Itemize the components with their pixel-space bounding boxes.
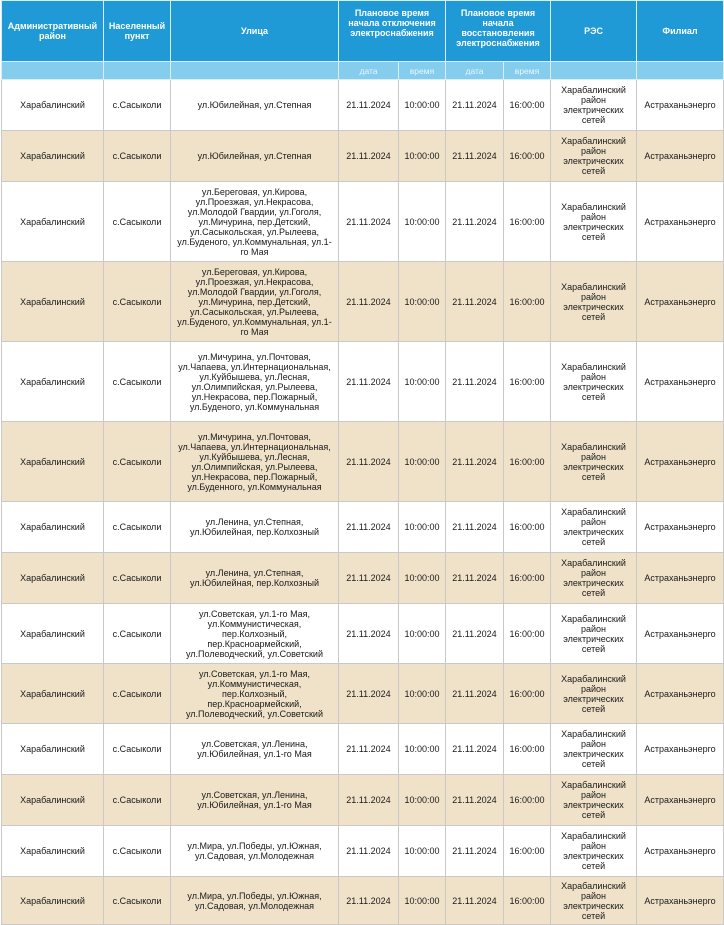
cell-on-time: 16:00:00 (504, 502, 551, 553)
cell-street: ул.Мира, ул.Победы, ул.Южная, ул.Садовая, ул.Молодежная (171, 877, 339, 925)
subheader-empty (2, 62, 104, 80)
header-off-start: Плановое время начала отключения электроснабжения (339, 1, 446, 62)
cell-off-time: 10:00:00 (399, 877, 446, 925)
table-row (2, 775, 724, 826)
cell-district: Харабалинский (2, 80, 104, 131)
cell-res: Харабалинский район электрических сетей (551, 262, 637, 342)
table-row (2, 262, 724, 342)
cell-on-time: 16:00:00 (504, 724, 551, 775)
cell-off-time: 10:00:00 (399, 604, 446, 664)
cell-locality: с.Сасыколи (104, 664, 171, 724)
table-body (2, 80, 724, 925)
cell-off-time: 10:00:00 (399, 131, 446, 182)
cell-locality: с.Сасыколи (104, 826, 171, 877)
cell-on-date: 21.11.2024 (446, 664, 504, 724)
cell-street: ул.Советская, ул.1-го Мая, ул.Коммунистическая, пер.Колхозный, пер.Красноармейский, ул.Полеводческий, ул.Советский (171, 604, 339, 664)
cell-branch: Астраханьэнерго (637, 342, 724, 422)
cell-res: Харабалинский район электрических сетей (551, 826, 637, 877)
cell-branch: Астраханьэнерго (637, 422, 724, 502)
cell-on-time: 16:00:00 (504, 80, 551, 131)
cell-off-date: 21.11.2024 (339, 502, 399, 553)
cell-district: Харабалинский (2, 664, 104, 724)
cell-branch: Астраханьэнерго (637, 877, 724, 925)
cell-branch: Астраханьэнерго (637, 724, 724, 775)
cell-street: ул.Ленина, ул.Степная, ул.Юбилейная, пер.Колхозный (171, 553, 339, 604)
table-row (2, 826, 724, 877)
cell-res: Харабалинский район электрических сетей (551, 724, 637, 775)
cell-locality: с.Сасыколи (104, 131, 171, 182)
cell-on-date: 21.11.2024 (446, 604, 504, 664)
cell-off-date: 21.11.2024 (339, 775, 399, 826)
cell-res: Харабалинский район электрических сетей (551, 80, 637, 131)
cell-off-date: 21.11.2024 (339, 80, 399, 131)
cell-res: Харабалинский район электрических сетей (551, 182, 637, 262)
cell-street: ул.Советская, ул.1-го Мая, ул.Коммунистическая, пер.Колхозный, пер.Красноармейский, ул.Полеводческий, ул.Советский (171, 664, 339, 724)
table-row (2, 342, 724, 422)
cell-branch: Астраханьэнерго (637, 553, 724, 604)
cell-res: Харабалинский район электрических сетей (551, 131, 637, 182)
cell-on-time: 16:00:00 (504, 131, 551, 182)
cell-off-date: 21.11.2024 (339, 604, 399, 664)
subheader-empty (104, 62, 171, 80)
cell-locality: с.Сасыколи (104, 724, 171, 775)
cell-off-time: 10:00:00 (399, 422, 446, 502)
cell-on-time: 16:00:00 (504, 775, 551, 826)
cell-on-time: 16:00:00 (504, 604, 551, 664)
cell-res: Харабалинский район электрических сетей (551, 502, 637, 553)
subheader-on-time: время (504, 62, 551, 80)
cell-res: Харабалинский район электрических сетей (551, 604, 637, 664)
cell-off-time: 10:00:00 (399, 502, 446, 553)
cell-on-date: 21.11.2024 (446, 80, 504, 131)
cell-on-time: 16:00:00 (504, 826, 551, 877)
cell-on-date: 21.11.2024 (446, 131, 504, 182)
cell-branch: Астраханьэнерго (637, 262, 724, 342)
cell-on-date: 21.11.2024 (446, 182, 504, 262)
cell-on-date: 21.11.2024 (446, 342, 504, 422)
table-row (2, 604, 724, 664)
cell-off-date: 21.11.2024 (339, 877, 399, 925)
subheader-off-time: время (399, 62, 446, 80)
cell-locality: с.Сасыколи (104, 502, 171, 553)
cell-district: Харабалинский (2, 604, 104, 664)
cell-branch: Астраханьэнерго (637, 502, 724, 553)
cell-off-time: 10:00:00 (399, 182, 446, 262)
cell-off-date: 21.11.2024 (339, 422, 399, 502)
subheader-row (2, 62, 724, 80)
cell-on-time: 16:00:00 (504, 553, 551, 604)
cell-locality: с.Сасыколи (104, 604, 171, 664)
cell-on-date: 21.11.2024 (446, 553, 504, 604)
cell-street: ул.Мира, ул.Победы, ул.Южная, ул.Садовая, ул.Молодежная (171, 826, 339, 877)
cell-district: Харабалинский (2, 877, 104, 925)
header-row (2, 1, 724, 62)
cell-branch: Астраханьэнерго (637, 664, 724, 724)
cell-locality: с.Сасыколи (104, 775, 171, 826)
cell-off-date: 21.11.2024 (339, 131, 399, 182)
cell-on-date: 21.11.2024 (446, 262, 504, 342)
cell-locality: с.Сасыколи (104, 342, 171, 422)
header-res: РЭС (551, 1, 637, 62)
table-row (2, 502, 724, 553)
cell-res: Харабалинский район электрических сетей (551, 775, 637, 826)
cell-branch: Астраханьэнерго (637, 826, 724, 877)
cell-on-date: 21.11.2024 (446, 724, 504, 775)
table-row (2, 664, 724, 724)
subheader-empty (171, 62, 339, 80)
cell-district: Харабалинский (2, 342, 104, 422)
cell-off-time: 10:00:00 (399, 342, 446, 422)
cell-district: Харабалинский (2, 131, 104, 182)
table-row (2, 80, 724, 131)
cell-off-date: 21.11.2024 (339, 724, 399, 775)
cell-on-date: 21.11.2024 (446, 422, 504, 502)
outage-schedule-table (1, 0, 724, 925)
cell-off-time: 10:00:00 (399, 664, 446, 724)
cell-street: ул.Советская, ул.Ленина, ул.Юбилейная, ул.1-го Мая (171, 775, 339, 826)
table-row (2, 131, 724, 182)
cell-branch: Астраханьэнерго (637, 182, 724, 262)
cell-locality: с.Сасыколи (104, 553, 171, 604)
cell-district: Харабалинский (2, 422, 104, 502)
cell-on-date: 21.11.2024 (446, 877, 504, 925)
subheader-on-date: дата (446, 62, 504, 80)
cell-district: Харабалинский (2, 826, 104, 877)
cell-on-date: 21.11.2024 (446, 502, 504, 553)
cell-locality: с.Сасыколи (104, 182, 171, 262)
cell-on-date: 21.11.2024 (446, 775, 504, 826)
cell-res: Харабалинский район электрических сетей (551, 553, 637, 604)
cell-locality: с.Сасыколи (104, 262, 171, 342)
cell-district: Харабалинский (2, 775, 104, 826)
table-row (2, 422, 724, 502)
cell-res: Харабалинский район электрических сетей (551, 342, 637, 422)
cell-off-date: 21.11.2024 (339, 664, 399, 724)
cell-on-time: 16:00:00 (504, 422, 551, 502)
cell-district: Харабалинский (2, 553, 104, 604)
header-locality: Населенный пункт (104, 1, 171, 62)
cell-branch: Астраханьэнерго (637, 604, 724, 664)
cell-street: ул.Береговая, ул.Кирова, ул.Проезжая, ул.Некрасова, ул.Молодой Гвардии, ул.Гоголя, ул.Мичурина, пер.Детский, ул.Сасыкольская, ул.Рылеева, ул.Буденого, ул.Коммунальная, ул.1-го Мая (171, 262, 339, 342)
table-row (2, 182, 724, 262)
cell-street: ул.Ленина, ул.Степная, ул.Юбилейная, пер.Колхозный (171, 502, 339, 553)
cell-on-time: 16:00:00 (504, 877, 551, 925)
table-row (2, 553, 724, 604)
cell-district: Харабалинский (2, 724, 104, 775)
cell-off-time: 10:00:00 (399, 775, 446, 826)
cell-street: ул.Советская, ул.Ленина, ул.Юбилейная, ул.1-го Мая (171, 724, 339, 775)
cell-district: Харабалинский (2, 502, 104, 553)
cell-res: Харабалинский район электрических сетей (551, 422, 637, 502)
cell-on-date: 21.11.2024 (446, 826, 504, 877)
cell-res: Харабалинский район электрических сетей (551, 877, 637, 925)
cell-off-date: 21.11.2024 (339, 342, 399, 422)
table-row (2, 724, 724, 775)
subheader-empty (551, 62, 637, 80)
header-street: Улица (171, 1, 339, 62)
cell-on-time: 16:00:00 (504, 342, 551, 422)
table-row (2, 877, 724, 925)
cell-off-time: 10:00:00 (399, 553, 446, 604)
header-district: Административный район (2, 1, 104, 62)
cell-off-time: 10:00:00 (399, 80, 446, 131)
cell-branch: Астраханьэнерго (637, 775, 724, 826)
cell-on-time: 16:00:00 (504, 262, 551, 342)
cell-street: ул.Мичурина, ул.Почтовая, ул.Чапаева, ул.Интернациональная, ул.Куйбышева, ул.Лесная, ул.Олимпийская, ул.Рылеева, ул.Некрасова, пер.Пожарный, ул.Буденного, ул.Коммунальная (171, 422, 339, 502)
cell-street: ул.Мичурина, ул.Почтовая, ул.Чапаева, ул.Интернациональная, ул.Куйбышева, ул.Лесная, ул.Олимпийская, ул.Рылеева, ул.Некрасова, пер.Пожарный, ул.Буденого, ул.Коммунальная (171, 342, 339, 422)
cell-off-time: 10:00:00 (399, 724, 446, 775)
cell-district: Харабалинский (2, 262, 104, 342)
cell-on-time: 16:00:00 (504, 182, 551, 262)
header-restore-start: Плановое время начала восстановления электроснабжения (446, 1, 551, 62)
cell-off-date: 21.11.2024 (339, 826, 399, 877)
subheader-off-date: дата (339, 62, 399, 80)
cell-off-time: 10:00:00 (399, 262, 446, 342)
cell-street: ул.Береговая, ул.Кирова, ул.Проезжая, ул.Некрасова, ул.Молодой Гвардии, ул.Гоголя, ул.Мичурина, пер.Детский, ул.Сасыкольская, ул.Рылеева, ул.Буденого, ул.Коммунальная, ул.1-го Мая (171, 182, 339, 262)
cell-off-date: 21.11.2024 (339, 182, 399, 262)
cell-street: ул.Юбилейная, ул.Степная (171, 131, 339, 182)
cell-branch: Астраханьэнерго (637, 80, 724, 131)
header-branch: Филиал (637, 1, 724, 62)
cell-locality: с.Сасыколи (104, 877, 171, 925)
cell-off-date: 21.11.2024 (339, 553, 399, 604)
cell-district: Харабалинский (2, 182, 104, 262)
cell-on-time: 16:00:00 (504, 664, 551, 724)
cell-off-date: 21.11.2024 (339, 262, 399, 342)
cell-branch: Астраханьэнерго (637, 131, 724, 182)
cell-street: ул.Юбилейная, ул.Степная (171, 80, 339, 131)
cell-res: Харабалинский район электрических сетей (551, 664, 637, 724)
cell-locality: с.Сасыколи (104, 80, 171, 131)
subheader-empty (637, 62, 724, 80)
cell-off-time: 10:00:00 (399, 826, 446, 877)
cell-locality: с.Сасыколи (104, 422, 171, 502)
